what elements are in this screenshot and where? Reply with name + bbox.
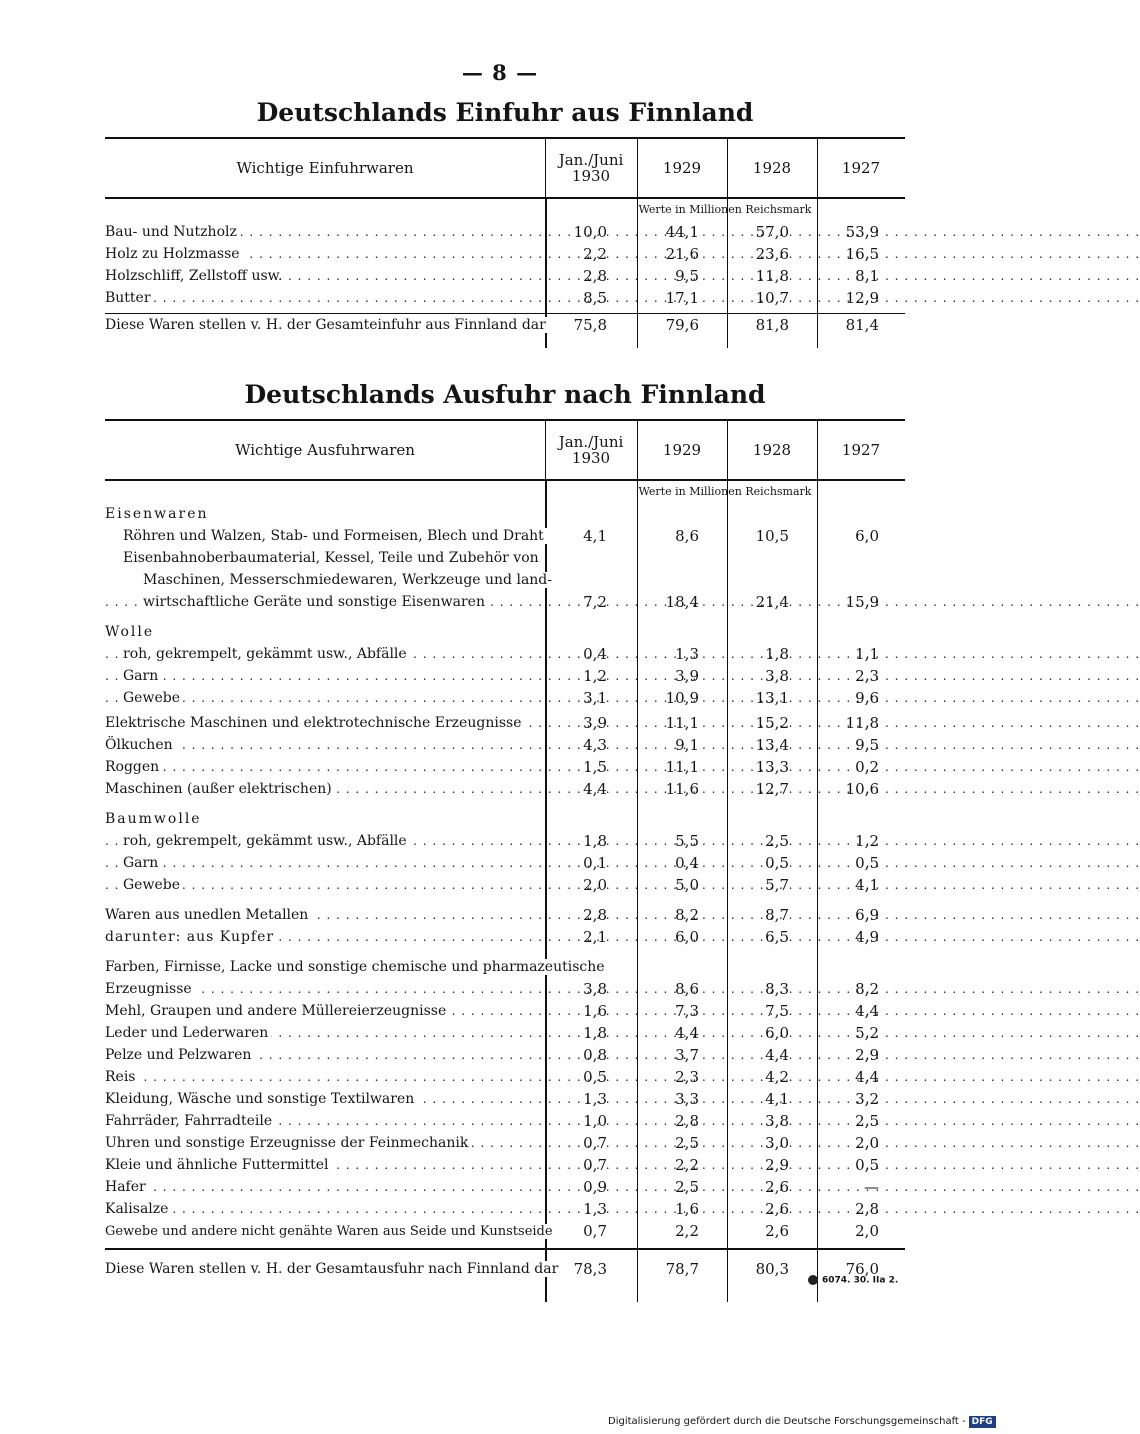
value-cell: 6,9: [855, 906, 879, 924]
group-heading: Baumwolle: [105, 811, 202, 827]
table-body: [105, 199, 905, 348]
header-1928: 1928: [752, 441, 792, 459]
dfg-logo: DFG: [969, 1416, 996, 1428]
value-cell: 76,0: [845, 1260, 879, 1278]
table-row: [105, 852, 905, 874]
table-body: [105, 481, 905, 1302]
value-cell: 2,6: [765, 1222, 789, 1240]
row-label: Hafer . . .: [105, 1176, 540, 1198]
table-row: [105, 830, 905, 852]
table-row: [105, 956, 905, 978]
value-cell: 3,8: [765, 667, 789, 685]
export-table: [105, 419, 905, 1302]
column-rule: [817, 421, 818, 479]
table-row: [105, 874, 905, 896]
value-cell: 9,5: [855, 736, 879, 754]
total-row: [105, 1248, 905, 1302]
column-rule: [545, 421, 546, 479]
value-cell: 1,8: [765, 645, 789, 663]
header-1927: 1927: [841, 441, 881, 459]
spacer: [105, 613, 905, 621]
value-cell: 1,0: [583, 1112, 607, 1130]
value-cell: 2,1: [583, 928, 607, 946]
row-label: Eisenbahnoberbaumaterial, Kessel, Teile und Zubehör von: [105, 547, 558, 569]
value-cell: 9,6: [855, 689, 879, 707]
table-row: [105, 687, 905, 709]
value-cell: 0,2: [855, 758, 879, 776]
value-cell: 3,3: [675, 1090, 699, 1108]
spacer: [105, 800, 905, 808]
value-cell: 1,6: [675, 1200, 699, 1218]
value-cell: 10,6: [845, 780, 879, 798]
row-label: Holz zu Holzmasse . . .: [105, 243, 540, 265]
value-cell: 57,0: [755, 223, 789, 241]
value-cell: 8,3: [765, 980, 789, 998]
table-row: [105, 1000, 905, 1022]
value-cell: 2,0: [583, 876, 607, 894]
table-row: [105, 525, 905, 547]
row-label: Diese Waren stellen v. H. der Gesamtausfuhr nach Finnland dar: [105, 1258, 540, 1280]
row-label: Garn . . .: [105, 852, 558, 874]
unit-label: Werte in Millionen Reichsmark: [638, 485, 812, 498]
value-cell: 8,1: [855, 267, 879, 285]
value-cell: 4,9: [855, 928, 879, 946]
row-label: Uhren und sonstige Erzeugnisse der Feinmechanik . . .: [105, 1132, 540, 1154]
value-cell: 5,5: [675, 832, 699, 850]
row-label: Garn . . .: [105, 665, 558, 687]
value-cell: 4,4: [765, 1046, 789, 1064]
value-cell: 3,0: [765, 1134, 789, 1152]
value-cell: 2,2: [583, 245, 607, 263]
row-label: wirtschaftliche Geräte und sonstige Eisenwaren . . .: [105, 591, 578, 613]
value-cell: 2,6: [765, 1178, 789, 1196]
value-cell: 11,8: [845, 714, 879, 732]
row-label: Mehl, Graupen und andere Müllereierzeugnisse . . .: [105, 1000, 540, 1022]
value-cell: 2,9: [855, 1046, 879, 1064]
header-1928: 1928: [752, 159, 792, 177]
row-label: Roggen . . .: [105, 756, 540, 778]
value-cell: 12,9: [845, 289, 879, 307]
value-cell: 1,6: [583, 1002, 607, 1020]
value-cell: 1,3: [583, 1200, 607, 1218]
value-cell: 81,8: [755, 316, 789, 334]
table-row: [105, 665, 905, 687]
value-cell: 4,1: [855, 876, 879, 894]
value-cell: 2,5: [765, 832, 789, 850]
table-row: [105, 926, 905, 948]
header-goods: Wichtige Ausfuhrwaren: [235, 441, 415, 459]
value-cell: 0,8: [583, 1046, 607, 1064]
value-cell: 2,3: [855, 667, 879, 685]
value-cell: 6,0: [675, 928, 699, 946]
value-cell: 3,9: [583, 714, 607, 732]
column-rule: [545, 139, 546, 197]
value-cell: 80,3: [755, 1260, 789, 1278]
row-label: Leder und Lederwaren . . .: [105, 1022, 540, 1044]
table-row: [105, 1088, 905, 1110]
table-row: [105, 1176, 905, 1198]
table-row: [105, 1044, 905, 1066]
row-label: Kleie und ähnliche Futtermittel . . .: [105, 1154, 540, 1176]
row-label: darunter: aus Kupfer . . .: [105, 926, 540, 948]
row-label: Holzschliff, Zellstoff usw. . . .: [105, 265, 540, 287]
value-cell: 8,7: [765, 906, 789, 924]
row-label: Reis . . .: [105, 1066, 540, 1088]
value-cell: 1,8: [583, 832, 607, 850]
table-row: [105, 643, 905, 665]
value-cell: 8,2: [855, 980, 879, 998]
value-cell: 9,1: [675, 736, 699, 754]
table-row: [105, 1066, 905, 1088]
row-label: Pelze und Pelzwaren . . .: [105, 1044, 540, 1066]
value-cell: 12,7: [755, 780, 789, 798]
seal-icon: [808, 1275, 818, 1285]
value-cell: 23,6: [755, 245, 789, 263]
value-cell: 0,5: [583, 1068, 607, 1086]
value-cell: 0,5: [855, 854, 879, 872]
import-table: [105, 137, 905, 348]
value-cell: 0,7: [583, 1222, 607, 1240]
value-cell: 10,5: [755, 527, 789, 545]
value-cell: 1,3: [583, 1090, 607, 1108]
column-rule: [727, 139, 728, 197]
value-cell: 1,2: [855, 832, 879, 850]
value-cell: 1,8: [583, 1024, 607, 1042]
group-heading: Wolle: [105, 624, 155, 640]
value-cell: 2,8: [583, 267, 607, 285]
table-row: [105, 265, 905, 287]
table-row: [105, 591, 905, 613]
unit-label: Werte in Millionen Reichsmark: [638, 203, 812, 216]
table-row: [105, 1132, 905, 1154]
value-cell: 0,1: [583, 854, 607, 872]
row-label: Kleidung, Wäsche und sonstige Textilwaren . . .: [105, 1088, 540, 1110]
value-cell: 4,4: [855, 1068, 879, 1086]
row-label: Fahrräder, Fahrradteile . . .: [105, 1110, 540, 1132]
row-label: Gewebe . . .: [105, 687, 558, 709]
row-label: Erzeugnisse . . .: [105, 978, 540, 1000]
row-label: Maschinen (außer elektrischen) . . .: [105, 778, 540, 800]
value-cell: 10,9: [665, 689, 699, 707]
export-title: Deutschlands Ausfuhr nach Finnland: [244, 380, 766, 409]
table-row: [105, 1022, 905, 1044]
value-cell: 2,8: [855, 1200, 879, 1218]
value-cell: 2,5: [855, 1112, 879, 1130]
table-row: [105, 978, 905, 1000]
spacer: [105, 896, 905, 904]
value-cell: 0,7: [583, 1156, 607, 1174]
value-cell: 0,5: [765, 854, 789, 872]
value-cell: 6,0: [765, 1024, 789, 1042]
header-1929: 1929: [662, 441, 702, 459]
column-rule: [637, 139, 638, 197]
row-label: Gewebe . . .: [105, 874, 558, 896]
row-label: Maschinen, Messerschmiedewaren, Werkzeuge und land-: [105, 569, 578, 591]
table-row: [105, 287, 905, 309]
column-rule: [727, 421, 728, 479]
row-label: Waren aus unedlen Metallen . . .: [105, 904, 540, 926]
value-cell: 13,1: [755, 689, 789, 707]
value-cell: 8,6: [675, 980, 699, 998]
value-cell: 0,4: [583, 645, 607, 663]
value-cell: 7,3: [675, 1002, 699, 1020]
value-cell: 78,7: [665, 1260, 699, 1278]
row-label: Kalisalze . . .: [105, 1198, 540, 1220]
value-cell: 2,5: [675, 1134, 699, 1152]
import-title: Deutschlands Einfuhr aus Finnland: [256, 98, 754, 127]
value-cell: 2,9: [765, 1156, 789, 1174]
value-cell: 75,8: [573, 316, 607, 334]
value-cell: —: [864, 1178, 879, 1196]
value-cell: 15,9: [845, 593, 879, 611]
value-cell: 8,2: [675, 906, 699, 924]
table-row: [105, 1220, 905, 1242]
row-label: Ölkuchen . . .: [105, 734, 540, 756]
value-cell: 21,4: [755, 593, 789, 611]
value-cell: 2,5: [675, 1178, 699, 1196]
table-row: [105, 712, 905, 734]
value-cell: 4,4: [583, 780, 607, 798]
table-row: [105, 243, 905, 265]
value-cell: 17,1: [665, 289, 699, 307]
table-row: [105, 1110, 905, 1132]
value-cell: 11,1: [665, 714, 699, 732]
value-cell: 0,4: [675, 854, 699, 872]
row-label: Farben, Firnisse, Lacke und sonstige chemische und pharmazeutische: [105, 956, 540, 978]
table-row: [105, 1154, 905, 1176]
value-cell: 7,2: [583, 593, 607, 611]
header-jan-june-1930: Jan./Juni 1930: [558, 151, 624, 185]
value-cell: 2,2: [675, 1156, 699, 1174]
value-cell: 4,4: [675, 1024, 699, 1042]
value-cell: 4,4: [855, 1002, 879, 1020]
value-cell: 13,3: [755, 758, 789, 776]
row-label: roh, gekrempelt, gekämmt usw., Abfälle . . .: [105, 830, 558, 852]
header-1929: 1929: [662, 159, 702, 177]
value-cell: 3,8: [583, 980, 607, 998]
value-cell: 10,7: [755, 289, 789, 307]
table-row: [105, 221, 905, 243]
row-label: Elektrische Maschinen und elektrotechnische Erzeugnisse . . .: [105, 712, 540, 734]
header-1927: 1927: [841, 159, 881, 177]
value-cell: 4,2: [765, 1068, 789, 1086]
value-cell: 78,3: [573, 1260, 607, 1278]
value-cell: 5,7: [765, 876, 789, 894]
column-rule: [817, 139, 818, 197]
row-label: Bau- und Nutzholz . . .: [105, 221, 540, 243]
value-cell: 16,5: [845, 245, 879, 263]
header-jan-june-1930: Jan./Juni 1930: [558, 433, 624, 467]
value-cell: 44,1: [665, 223, 699, 241]
value-cell: 1,2: [583, 667, 607, 685]
value-cell: 4,3: [583, 736, 607, 754]
value-cell: 0,9: [583, 1178, 607, 1196]
value-cell: 18,4: [665, 593, 699, 611]
row-label: roh, gekrempelt, gekämmt usw., Abfälle . . .: [105, 643, 558, 665]
column-rule: [637, 421, 638, 479]
value-cell: 3,1: [583, 689, 607, 707]
value-cell: 15,2: [755, 714, 789, 732]
value-cell: 79,6: [665, 316, 699, 334]
value-cell: 4,1: [765, 1090, 789, 1108]
value-cell: 1,5: [583, 758, 607, 776]
value-cell: 11,6: [665, 780, 699, 798]
row-label: Diese Waren stellen v. H. der Gesamteinfuhr aus Finnland dar: [105, 314, 540, 336]
value-cell: 3,2: [855, 1090, 879, 1108]
value-cell: 53,9: [845, 223, 879, 241]
table-row: [105, 756, 905, 778]
table-row: [105, 569, 905, 591]
value-cell: 8,6: [675, 527, 699, 545]
table-row: [105, 547, 905, 569]
value-cell: 1,1: [855, 645, 879, 663]
value-cell: 1,3: [675, 645, 699, 663]
value-cell: 3,8: [765, 1112, 789, 1130]
table-row: [105, 778, 905, 800]
value-cell: 2,0: [855, 1222, 879, 1240]
table-row: [105, 734, 905, 756]
value-cell: 2,8: [675, 1112, 699, 1130]
value-cell: 7,5: [765, 1002, 789, 1020]
table-row: [105, 1198, 905, 1220]
value-cell: 11,1: [665, 758, 699, 776]
digitization-note: Digitalisierung gefördert durch die Deutsche Forschungsgemeinschaft - DFG: [608, 1416, 996, 1428]
value-cell: 4,1: [583, 527, 607, 545]
value-cell: 21,6: [665, 245, 699, 263]
value-cell: 9,5: [675, 267, 699, 285]
value-cell: 3,9: [675, 667, 699, 685]
row-label: Röhren und Walzen, Stab- und Formeisen, Blech und Draht: [105, 525, 558, 547]
value-cell: 2,3: [675, 1068, 699, 1086]
value-cell: 6,0: [855, 527, 879, 545]
total-row: [105, 313, 905, 348]
value-cell: 2,0: [855, 1134, 879, 1152]
value-cell: 2,6: [765, 1200, 789, 1218]
row-label: Butter . . .: [105, 287, 540, 309]
header-goods: Wichtige Einfuhrwaren: [236, 159, 414, 177]
value-cell: 2,2: [675, 1222, 699, 1240]
table-header: [105, 137, 905, 199]
table-header: [105, 419, 905, 481]
value-cell: 5,0: [675, 876, 699, 894]
value-cell: 5,2: [855, 1024, 879, 1042]
value-cell: 0,7: [583, 1134, 607, 1152]
value-cell: 13,4: [755, 736, 789, 754]
table-row: [105, 904, 905, 926]
spacer: [105, 948, 905, 956]
value-cell: 11,8: [755, 267, 789, 285]
value-cell: 0,5: [855, 1156, 879, 1174]
printer-mark: 6074. 30. IIa 2.: [808, 1275, 898, 1286]
value-cell: 3,7: [675, 1046, 699, 1064]
value-cell: 6,5: [765, 928, 789, 946]
value-cell: 81,4: [845, 316, 879, 334]
value-cell: 2,8: [583, 906, 607, 924]
row-label: Gewebe und andere nicht genähte Waren aus Seide und Kunstseide: [105, 1220, 540, 1242]
value-cell: 10,0: [573, 223, 607, 241]
value-cell: 8,5: [583, 289, 607, 307]
group-heading: Eisenwaren: [105, 506, 209, 522]
page-number: — 8 —: [461, 60, 539, 85]
